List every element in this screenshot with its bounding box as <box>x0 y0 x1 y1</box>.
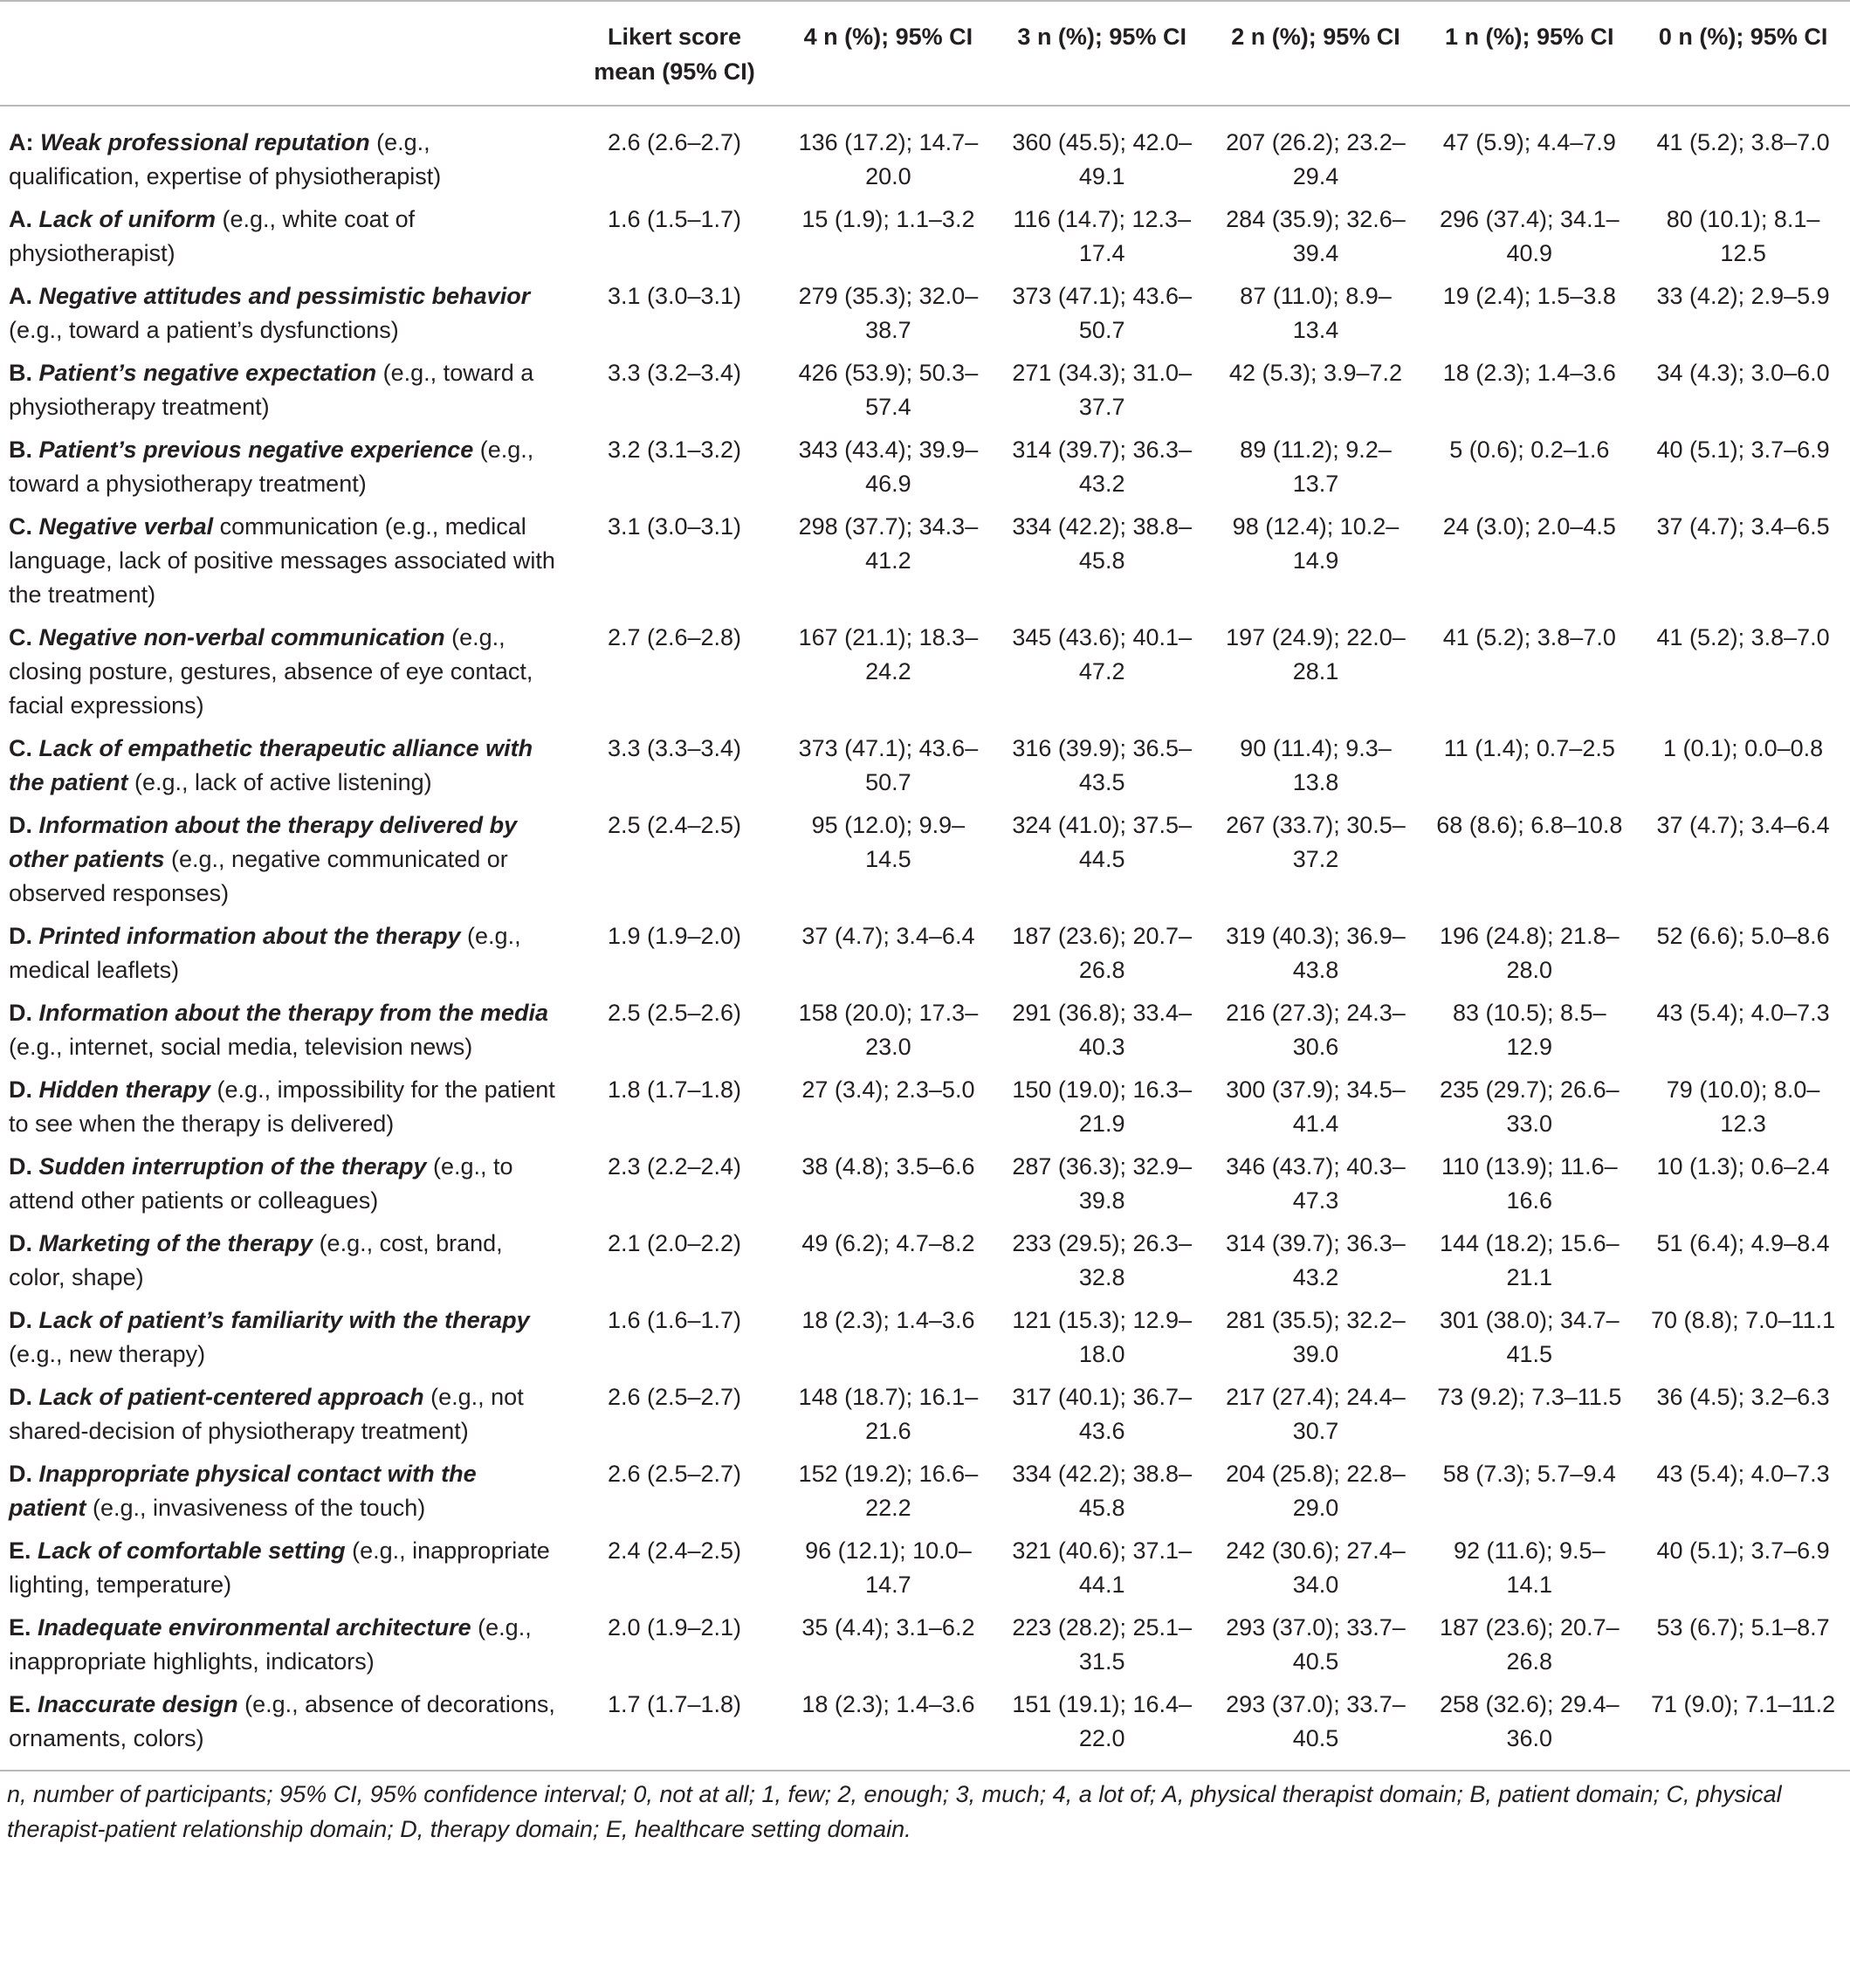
count-cell: 90 (11.4); 9.3–13.8 <box>1240 735 1392 795</box>
count-cell: 35 (4.4); 3.1–6.2 <box>801 1614 975 1641</box>
table-row <box>0 1300 1850 1377</box>
likert-mean-cell: 3.3 (3.3–3.4) <box>607 735 742 761</box>
domain-code: D. <box>9 812 32 838</box>
count-cell: 95 (12.0); 9.9–14.5 <box>811 812 966 872</box>
count-cell: 37 (4.7); 3.4–6.5 <box>1656 513 1830 540</box>
count-cell: 233 (29.5); 26.3–32.8 <box>1012 1230 1193 1290</box>
count-cell: 42 (5.3); 3.9–7.2 <box>1228 360 1403 386</box>
likert-mean-cell: 2.6 (2.6–2.7) <box>607 129 742 155</box>
row-label <box>0 106 567 199</box>
likert-mean-cell: 2.6 (2.5–2.7) <box>607 1461 742 1487</box>
row-label <box>0 1223 567 1300</box>
factor-title: Patient’s previous negative experience <box>38 437 474 463</box>
likert-mean-cell: 3.3 (3.2–3.4) <box>607 360 742 386</box>
domain-code: E. <box>9 1691 31 1717</box>
count-cell: 324 (41.0); 37.5–44.5 <box>1012 812 1193 872</box>
factor-examples: (e.g., toward a patient’s dysfunctions) <box>9 317 399 343</box>
count-cell: 70 (8.8); 7.0–11.1 <box>1651 1307 1836 1333</box>
row-label <box>0 1607 567 1684</box>
factor-title: Inappropriate physical contact with the patient <box>9 1461 477 1521</box>
factor-examples: (e.g., absence of decorations, ornaments, colors) <box>9 1691 555 1751</box>
count-cell: 267 (33.7); 30.5–37.2 <box>1226 812 1406 872</box>
table-row <box>0 506 1850 617</box>
likert-mean-cell: 2.1 (2.0–2.2) <box>607 1230 742 1256</box>
count-cell: 19 (2.4); 1.5–3.8 <box>1442 283 1616 309</box>
count-cell: 223 (28.2); 25.1–31.5 <box>1012 1614 1193 1675</box>
count-cell: 38 (4.8); 3.5–6.6 <box>801 1153 975 1180</box>
count-cell: 346 (43.7); 40.3–47.3 <box>1226 1153 1406 1214</box>
count-cell: 300 (37.9); 34.5–41.4 <box>1226 1077 1406 1137</box>
likert-mean-cell: 1.9 (1.9–2.0) <box>607 923 742 949</box>
count-cell: 217 (27.4); 24.4–30.7 <box>1226 1384 1406 1444</box>
factor-examples: (e.g., inappropriate lighting, temperature) <box>9 1537 550 1598</box>
likert-mean-cell: 2.5 (2.5–2.6) <box>607 1000 742 1026</box>
count-cell: 187 (23.6); 20.7–26.8 <box>1439 1614 1620 1675</box>
likert-mean-cell: 3.1 (3.0–3.1) <box>607 513 742 540</box>
factor-examples: (e.g., new therapy) <box>9 1341 206 1367</box>
count-cell: 96 (12.1); 10.0–14.7 <box>805 1537 972 1598</box>
count-cell: 18 (2.3); 1.4–3.6 <box>801 1691 975 1717</box>
count-cell: 152 (19.2); 16.6–22.2 <box>798 1461 979 1521</box>
count-cell: 80 (10.1); 8.1–12.5 <box>1666 206 1820 266</box>
factor-examples: (e.g., not shared-decision of physiotherapy treatment) <box>9 1384 524 1444</box>
row-label <box>0 199 567 276</box>
count-cell: 148 (18.7); 16.1–21.6 <box>798 1384 979 1444</box>
row-label <box>0 1146 567 1223</box>
likert-mean-cell: 2.0 (1.9–2.1) <box>607 1614 742 1641</box>
count-cell: 301 (38.0); 34.7–41.5 <box>1439 1307 1620 1367</box>
table-row <box>0 106 1850 199</box>
header-cell-1: 1 n (%); 95% CI <box>1422 1 1636 106</box>
count-cell: 242 (30.6); 27.4–34.0 <box>1226 1537 1406 1598</box>
row-label <box>0 353 567 430</box>
count-cell: 284 (35.9); 32.6–39.4 <box>1226 206 1406 266</box>
count-cell: 40 (5.1); 3.7–6.9 <box>1656 1537 1830 1564</box>
table-header <box>0 1 1850 106</box>
count-cell: 58 (7.3); 5.7–9.4 <box>1442 1461 1616 1487</box>
row-label <box>0 1684 567 1771</box>
factor-title: Information about the therapy from the media <box>38 1000 549 1026</box>
count-cell: 89 (11.2); 9.2–13.7 <box>1240 437 1392 497</box>
factor-title: Inaccurate design <box>38 1691 238 1717</box>
count-cell: 92 (11.6); 9.5–14.1 <box>1453 1537 1606 1598</box>
row-label <box>0 1531 567 1607</box>
likert-mean-cell: 1.6 (1.6–1.7) <box>607 1307 742 1333</box>
domain-code: D. <box>9 1077 32 1103</box>
count-cell: 79 (10.0); 8.0–12.3 <box>1666 1077 1820 1137</box>
row-label <box>0 1454 567 1531</box>
table-row <box>0 1454 1850 1531</box>
factor-title: Inadequate environmental architecture <box>38 1614 471 1641</box>
count-cell: 34 (4.3); 3.0–6.0 <box>1656 360 1830 386</box>
factor-examples: (e.g., impossibility for the patient to see when the therapy is delivered) <box>9 1077 555 1137</box>
count-cell: 196 (24.8); 21.8–28.0 <box>1439 923 1620 983</box>
count-cell: 41 (5.2); 3.8–7.0 <box>1656 624 1830 650</box>
factor-title: Hidden therapy <box>38 1077 211 1103</box>
domain-code: D. <box>9 1230 32 1256</box>
count-cell: 158 (20.0); 17.3–23.0 <box>798 1000 979 1060</box>
count-cell: 343 (43.4); 39.9–46.9 <box>798 437 979 497</box>
count-cell: 167 (21.1); 18.3–24.2 <box>798 624 979 684</box>
count-cell: 37 (4.7); 3.4–6.4 <box>801 923 975 949</box>
factor-title: Printed information about the therapy <box>38 923 461 949</box>
likert-mean-cell: 2.6 (2.5–2.7) <box>607 1384 742 1410</box>
factor-examples: (e.g., toward a physiotherapy treatment) <box>9 360 534 420</box>
count-cell: 110 (13.9); 11.6–16.6 <box>1441 1153 1618 1214</box>
table-row <box>0 728 1850 805</box>
header-cell-3: 3 n (%); 95% CI <box>995 1 1209 106</box>
count-cell: 1 (0.1); 0.0–0.8 <box>1663 735 1824 761</box>
count-cell: 37 (4.7); 3.4–6.4 <box>1656 812 1830 838</box>
count-cell: 319 (40.3); 36.9–43.8 <box>1226 923 1406 983</box>
count-cell: 43 (5.4); 4.0–7.3 <box>1656 1000 1830 1026</box>
factor-title: Weak professional reputation <box>40 129 370 155</box>
count-cell: 150 (19.0); 16.3–21.9 <box>1012 1077 1193 1137</box>
factor-title: Lack of empathetic therapeutic alliance with the patient <box>9 735 533 795</box>
table-row <box>0 805 1850 916</box>
factor-examples: (e.g., inappropriate highlights, indicators) <box>9 1614 532 1675</box>
count-cell: 271 (34.3); 31.0–37.7 <box>1012 360 1193 420</box>
count-cell: 287 (36.3); 32.9–39.8 <box>1012 1153 1193 1214</box>
table-row <box>0 617 1850 728</box>
header-cell-likert: Likert score mean (95% CI) <box>567 1 781 106</box>
count-cell: 53 (6.7); 5.1–8.7 <box>1656 1614 1830 1641</box>
likert-mean-cell: 2.5 (2.4–2.5) <box>607 812 742 838</box>
row-label <box>0 430 567 506</box>
count-cell: 197 (24.9); 22.0–28.1 <box>1226 624 1406 684</box>
count-cell: 98 (12.4); 10.2–14.9 <box>1232 513 1400 574</box>
count-cell: 204 (25.8); 22.8–29.0 <box>1226 1461 1406 1521</box>
count-cell: 121 (15.3); 12.9–18.0 <box>1012 1307 1193 1367</box>
count-cell: 136 (17.2); 14.7–20.0 <box>798 129 979 189</box>
count-cell: 216 (27.3); 24.3–30.6 <box>1226 1000 1406 1060</box>
count-cell: 43 (5.4); 4.0–7.3 <box>1656 1461 1830 1487</box>
count-cell: 293 (37.0); 33.7–40.5 <box>1226 1691 1406 1751</box>
count-cell: 187 (23.6); 20.7–26.8 <box>1012 923 1193 983</box>
count-cell: 334 (42.2); 38.8–45.8 <box>1012 1461 1193 1521</box>
factor-title: Negative non-verbal communication <box>38 624 445 650</box>
factor-examples: (e.g., cost, brand, color, shape) <box>9 1230 503 1290</box>
count-cell: 360 (45.5); 42.0–49.1 <box>1012 129 1193 189</box>
factor-title: Patient’s negative expectation <box>38 360 377 386</box>
likert-mean-cell: 1.8 (1.7–1.8) <box>607 1077 742 1103</box>
domain-code: C. <box>9 735 32 761</box>
factor-examples: (e.g., closing posture, gestures, absence of eye contact, facial expressions) <box>9 624 533 719</box>
factor-examples: communication (e.g., medical language, lack of positive messages associated with the treatment) <box>9 513 555 608</box>
count-cell: 49 (6.2); 4.7–8.2 <box>801 1230 975 1256</box>
count-cell: 18 (2.3); 1.4–3.6 <box>1442 360 1616 386</box>
count-cell: 373 (47.1); 43.6–50.7 <box>798 735 979 795</box>
count-cell: 10 (1.3); 0.6–2.4 <box>1656 1153 1830 1180</box>
table-row <box>0 1607 1850 1684</box>
table-row <box>0 1223 1850 1300</box>
count-cell: 40 (5.1); 3.7–6.9 <box>1656 437 1830 463</box>
likert-mean-cell: 3.2 (3.1–3.2) <box>607 437 742 463</box>
factor-title: Negative verbal <box>38 513 214 540</box>
likert-mean-cell: 2.7 (2.6–2.8) <box>607 624 742 650</box>
header-row <box>0 1 1850 106</box>
row-label <box>0 506 567 617</box>
domain-code: D. <box>9 1307 32 1333</box>
count-cell: 11 (1.4); 0.7–2.5 <box>1443 735 1615 761</box>
table-row <box>0 916 1850 993</box>
domain-code: A: <box>9 129 34 155</box>
count-cell: 71 (9.0); 7.1–11.2 <box>1651 1691 1836 1717</box>
count-cell: 314 (39.7); 36.3–43.2 <box>1012 437 1193 497</box>
count-cell: 291 (36.8); 33.4–40.3 <box>1012 1000 1193 1060</box>
domain-code: A. <box>9 283 32 309</box>
domain-code: E. <box>9 1614 31 1641</box>
factor-title: Lack of patient’s familiarity with the therapy <box>38 1307 530 1333</box>
domain-code: B. <box>9 360 32 386</box>
count-cell: 87 (11.0); 8.9–13.4 <box>1240 283 1392 343</box>
footnote-row <box>0 1771 1850 1847</box>
header-cell-0: 0 n (%); 95% CI <box>1636 1 1850 106</box>
factor-examples: (e.g., to attend other patients or colleagues) <box>9 1153 513 1214</box>
count-cell: 51 (6.4); 4.9–8.4 <box>1656 1230 1830 1256</box>
count-cell: 258 (32.6); 29.4–36.0 <box>1439 1691 1620 1751</box>
factor-title: Marketing of the therapy <box>38 1230 313 1256</box>
count-cell: 296 (37.4); 34.1–40.9 <box>1439 206 1620 266</box>
row-label <box>0 1070 567 1146</box>
table-row <box>0 1070 1850 1146</box>
count-cell: 279 (35.3); 32.0–38.7 <box>798 283 979 343</box>
factor-title: Sudden interruption of the therapy <box>38 1153 427 1180</box>
count-cell: 235 (29.7); 26.6–33.0 <box>1439 1077 1620 1137</box>
likert-mean-cell: 2.4 (2.4–2.5) <box>607 1537 742 1564</box>
count-cell: 144 (18.2); 15.6–21.1 <box>1439 1230 1620 1290</box>
count-cell: 52 (6.6); 5.0–8.6 <box>1656 923 1830 949</box>
count-cell: 293 (37.0); 33.7–40.5 <box>1226 1614 1406 1675</box>
count-cell: 47 (5.9); 4.4–7.9 <box>1442 129 1616 155</box>
factor-examples: (e.g., qualification, expertise of physiotherapist) <box>9 129 442 189</box>
header-cell-4: 4 n (%); 95% CI <box>781 1 995 106</box>
factor-title: Negative attitudes and pessimistic behavior <box>38 283 531 309</box>
count-cell: 36 (4.5); 3.2–6.3 <box>1656 1384 1830 1410</box>
row-label <box>0 805 567 916</box>
factor-examples: (e.g., invasiveness of the touch) <box>86 1495 426 1521</box>
likert-mean-cell: 2.3 (2.2–2.4) <box>607 1153 742 1180</box>
count-cell: 41 (5.2); 3.8–7.0 <box>1442 624 1616 650</box>
domain-code: D. <box>9 1153 32 1180</box>
count-cell: 116 (14.7); 12.3–17.4 <box>1013 206 1192 266</box>
factor-title: Information about the therapy delivered by other patients <box>9 812 518 872</box>
factor-title: Lack of uniform <box>38 206 217 232</box>
factor-title: Lack of patient-centered approach <box>38 1384 424 1410</box>
table-row <box>0 276 1850 353</box>
count-cell: 334 (42.2); 38.8–45.8 <box>1012 513 1193 574</box>
count-cell: 151 (19.1); 16.4–22.0 <box>1012 1691 1193 1751</box>
row-label <box>0 993 567 1070</box>
count-cell: 373 (47.1); 43.6–50.7 <box>1012 283 1193 343</box>
factor-examples: (e.g., white coat of physiotherapist) <box>9 206 416 266</box>
table-footnote: n, number of participants; 95% CI, 95% confidence interval; 0, not at all; 1, few; 2, enough; 3, much; 4, a lot of; A, physical therapist domain; B, patient domain; C, physical therapist-patient relationship domain; D, therapy domain; E, healthcare setting domain. <box>7 1781 1782 1842</box>
count-cell: 83 (10.5); 8.5–12.9 <box>1452 1000 1606 1060</box>
table-row <box>0 199 1850 276</box>
count-cell: 298 (37.7); 34.3–41.2 <box>798 513 979 574</box>
count-cell: 314 (39.7); 36.3–43.2 <box>1226 1230 1406 1290</box>
domain-code: D. <box>9 923 32 949</box>
count-cell: 15 (1.9); 1.1–3.2 <box>801 206 975 232</box>
row-label <box>0 728 567 805</box>
factor-title: Lack of comfortable setting <box>38 1537 346 1564</box>
domain-code: C. <box>9 624 32 650</box>
count-cell: 207 (26.2); 23.2–29.4 <box>1226 129 1406 189</box>
likert-mean-cell: 1.6 (1.5–1.7) <box>607 206 742 232</box>
count-cell: 5 (0.6); 0.2–1.6 <box>1449 437 1610 463</box>
table-row <box>0 1531 1850 1607</box>
header-cell-2: 2 n (%); 95% CI <box>1209 1 1423 106</box>
count-cell: 18 (2.3); 1.4–3.6 <box>801 1307 975 1333</box>
likert-mean-cell: 1.7 (1.7–1.8) <box>607 1691 742 1717</box>
count-cell: 24 (3.0); 2.0–4.5 <box>1442 513 1616 540</box>
count-cell: 27 (3.4); 2.3–5.0 <box>801 1077 975 1103</box>
row-label <box>0 916 567 993</box>
factor-examples: (e.g., internet, social media, television news) <box>9 1034 473 1060</box>
row-label <box>0 1300 567 1377</box>
table-row <box>0 1684 1850 1771</box>
row-label <box>0 1377 567 1454</box>
table-row <box>0 993 1850 1070</box>
count-cell: 73 (9.2); 7.3–11.5 <box>1437 1384 1622 1410</box>
table-row <box>0 1377 1850 1454</box>
count-cell: 41 (5.2); 3.8–7.0 <box>1656 129 1830 155</box>
factor-examples: (e.g., toward a physiotherapy treatment) <box>9 437 534 497</box>
count-cell: 281 (35.5); 32.2–39.0 <box>1226 1307 1406 1367</box>
domain-code: D. <box>9 1384 32 1410</box>
count-cell: 426 (53.9); 50.3–57.4 <box>798 360 979 420</box>
count-cell: 321 (40.6); 37.1–44.1 <box>1012 1537 1193 1598</box>
table-row <box>0 353 1850 430</box>
count-cell: 33 (4.2); 2.9–5.9 <box>1656 283 1830 309</box>
domain-code: B. <box>9 437 32 463</box>
factor-examples: (e.g., medical leaflets) <box>9 923 521 983</box>
count-cell: 317 (40.1); 36.7–43.6 <box>1012 1384 1193 1444</box>
count-cell: 345 (43.6); 40.1–47.2 <box>1012 624 1193 684</box>
domain-code: C. <box>9 513 32 540</box>
header-cell-label <box>0 1 567 106</box>
table-row <box>0 1146 1850 1223</box>
count-cell: 68 (8.6); 6.8–10.8 <box>1436 812 1623 838</box>
domain-code: E. <box>9 1537 31 1564</box>
factor-examples: (e.g., lack of active listening) <box>127 769 432 795</box>
domain-code: D. <box>9 1461 32 1487</box>
table-row <box>0 430 1850 506</box>
domain-code: A. <box>9 206 32 232</box>
row-label <box>0 276 567 353</box>
factor-examples: (e.g., negative communicated or observed responses) <box>9 846 508 906</box>
row-label <box>0 617 567 728</box>
count-cell: 316 (39.9); 36.5–43.5 <box>1012 735 1193 795</box>
likert-mean-cell: 3.1 (3.0–3.1) <box>607 283 742 309</box>
domain-code: D. <box>9 1000 32 1026</box>
table-body <box>0 106 1850 1771</box>
